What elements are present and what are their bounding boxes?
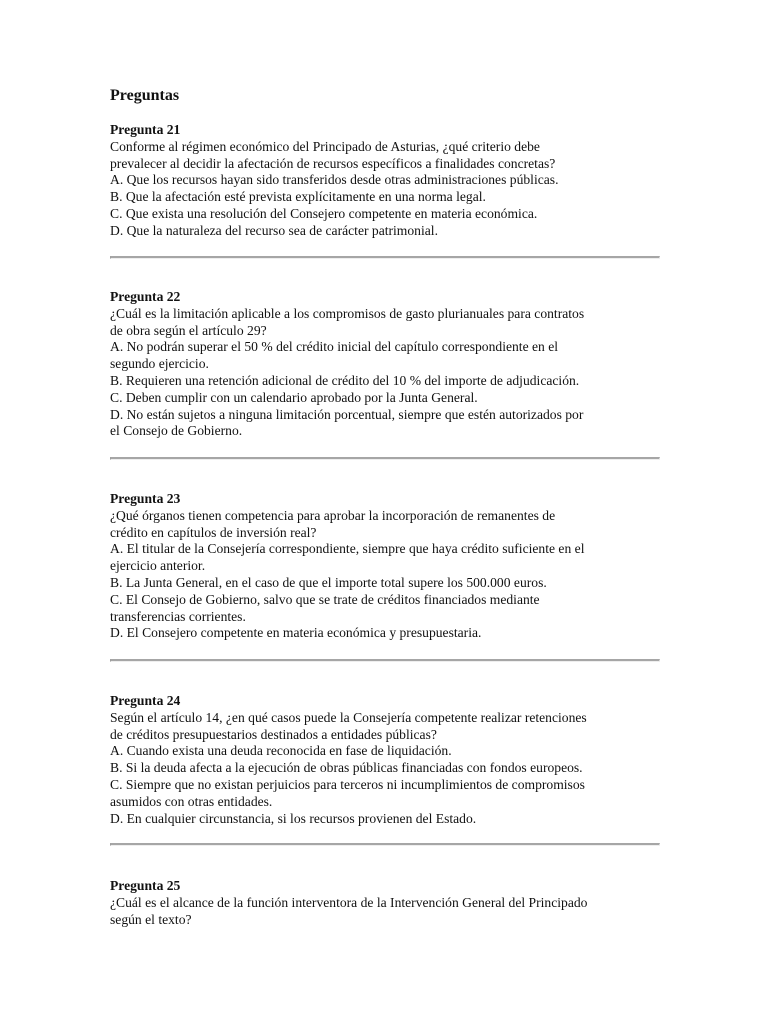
answer-option-c: C. Siempre que no existan perjuicios para terceros ni incumplimientos de compromisos <box>110 776 585 792</box>
question-divider <box>110 256 660 259</box>
answer-option-b: B. Si la deuda afecta a la ejecución de obras públicas financiadas con fondos europeos. <box>110 760 583 776</box>
answer-option-a: A. El titular de la Consejería correspondiente, siempre que haya crédito suficiente en el <box>110 541 585 557</box>
question-text: Según el artículo 14, ¿en qué casos puede la Consejería competente realizar retenciones <box>110 709 587 725</box>
answer-option-d: D. En cualquier circunstancia, si los recursos provienen del Estado. <box>110 810 477 826</box>
question-title: Pregunta 21 <box>110 122 181 137</box>
question-text: de créditos presupuestarios destinados a entidades públicas? <box>110 726 437 742</box>
answer-option-a: ejercicio anterior. <box>110 558 206 574</box>
answer-option-b: B. Requieren una retención adicional de crédito del 10 % del importe de adjudicación. <box>110 372 580 388</box>
page-title: Preguntas <box>110 87 180 104</box>
answer-option-c: C. El Consejo de Gobierno, salvo que se trate de créditos financiados mediante <box>110 591 540 607</box>
answer-option-c: transferencias corrientes. <box>110 608 246 624</box>
question-text: ¿Cuál es la limitación aplicable a los compromisos de gasto plurianuales para contratos <box>110 305 585 321</box>
question-divider <box>110 659 660 662</box>
question-text: ¿Cuál es el alcance de la función interventora de la Intervención General del Principado <box>110 894 588 910</box>
question-title: Pregunta 24 <box>110 693 181 708</box>
answer-option-c: C. Deben cumplir con un calendario aprobado por la Junta General. <box>110 389 478 405</box>
question-text: según el texto? <box>110 911 192 927</box>
question-block <box>110 122 658 240</box>
question-text: prevalecer al decidir la afectación de recursos específicos a finalidades concretas? <box>110 155 556 171</box>
question-title: Pregunta 22 <box>110 289 181 304</box>
question-title: Pregunta 25 <box>110 878 181 893</box>
answer-option-c: C. Que exista una resolución del Consejero competente en materia económica. <box>110 205 538 221</box>
answer-option-d: D. Que la naturaleza del recurso sea de carácter patrimonial. <box>110 222 438 238</box>
question-block <box>110 693 658 827</box>
document-page <box>110 85 658 927</box>
answer-option-d: D. El Consejero competente en materia económica y presupuestaria. <box>110 625 482 641</box>
question-text: Conforme al régimen económico del Principado de Asturias, ¿qué criterio debe <box>110 138 540 154</box>
question-title: Pregunta 23 <box>110 491 181 506</box>
question-divider <box>110 843 660 846</box>
answer-option-a: A. Que los recursos hayan sido transferidos desde otras administraciones públicas. <box>110 172 559 188</box>
question-block <box>110 491 658 642</box>
answer-option-c: asumidos con otras entidades. <box>110 793 273 809</box>
question-block <box>110 289 658 440</box>
question-text: ¿Qué órganos tienen competencia para aprobar la incorporación de remanentes de <box>110 507 556 523</box>
answer-option-b: B. La Junta General, en el caso de que el importe total supere los 500.000 euros. <box>110 574 547 590</box>
answer-option-a: A. No podrán superar el 50 % del crédito inicial del capítulo correspondiente en el <box>110 339 559 355</box>
answer-option-b: B. Que la afectación esté prevista explícitamente en una norma legal. <box>110 189 486 205</box>
answer-option-a: A. Cuando exista una deuda reconocida en fase de liquidación. <box>110 743 452 759</box>
answer-option-d: el Consejo de Gobierno. <box>110 423 243 439</box>
question-text: de obra según el artículo 29? <box>110 322 267 338</box>
answer-option-d: D. No están sujetos a ninguna limitación porcentual, siempre que estén autorizados por <box>110 406 584 422</box>
question-text: crédito en capítulos de inversión real? <box>110 524 317 540</box>
answer-option-a: segundo ejercicio. <box>110 356 209 372</box>
question-block <box>110 878 658 928</box>
question-divider <box>110 457 660 460</box>
